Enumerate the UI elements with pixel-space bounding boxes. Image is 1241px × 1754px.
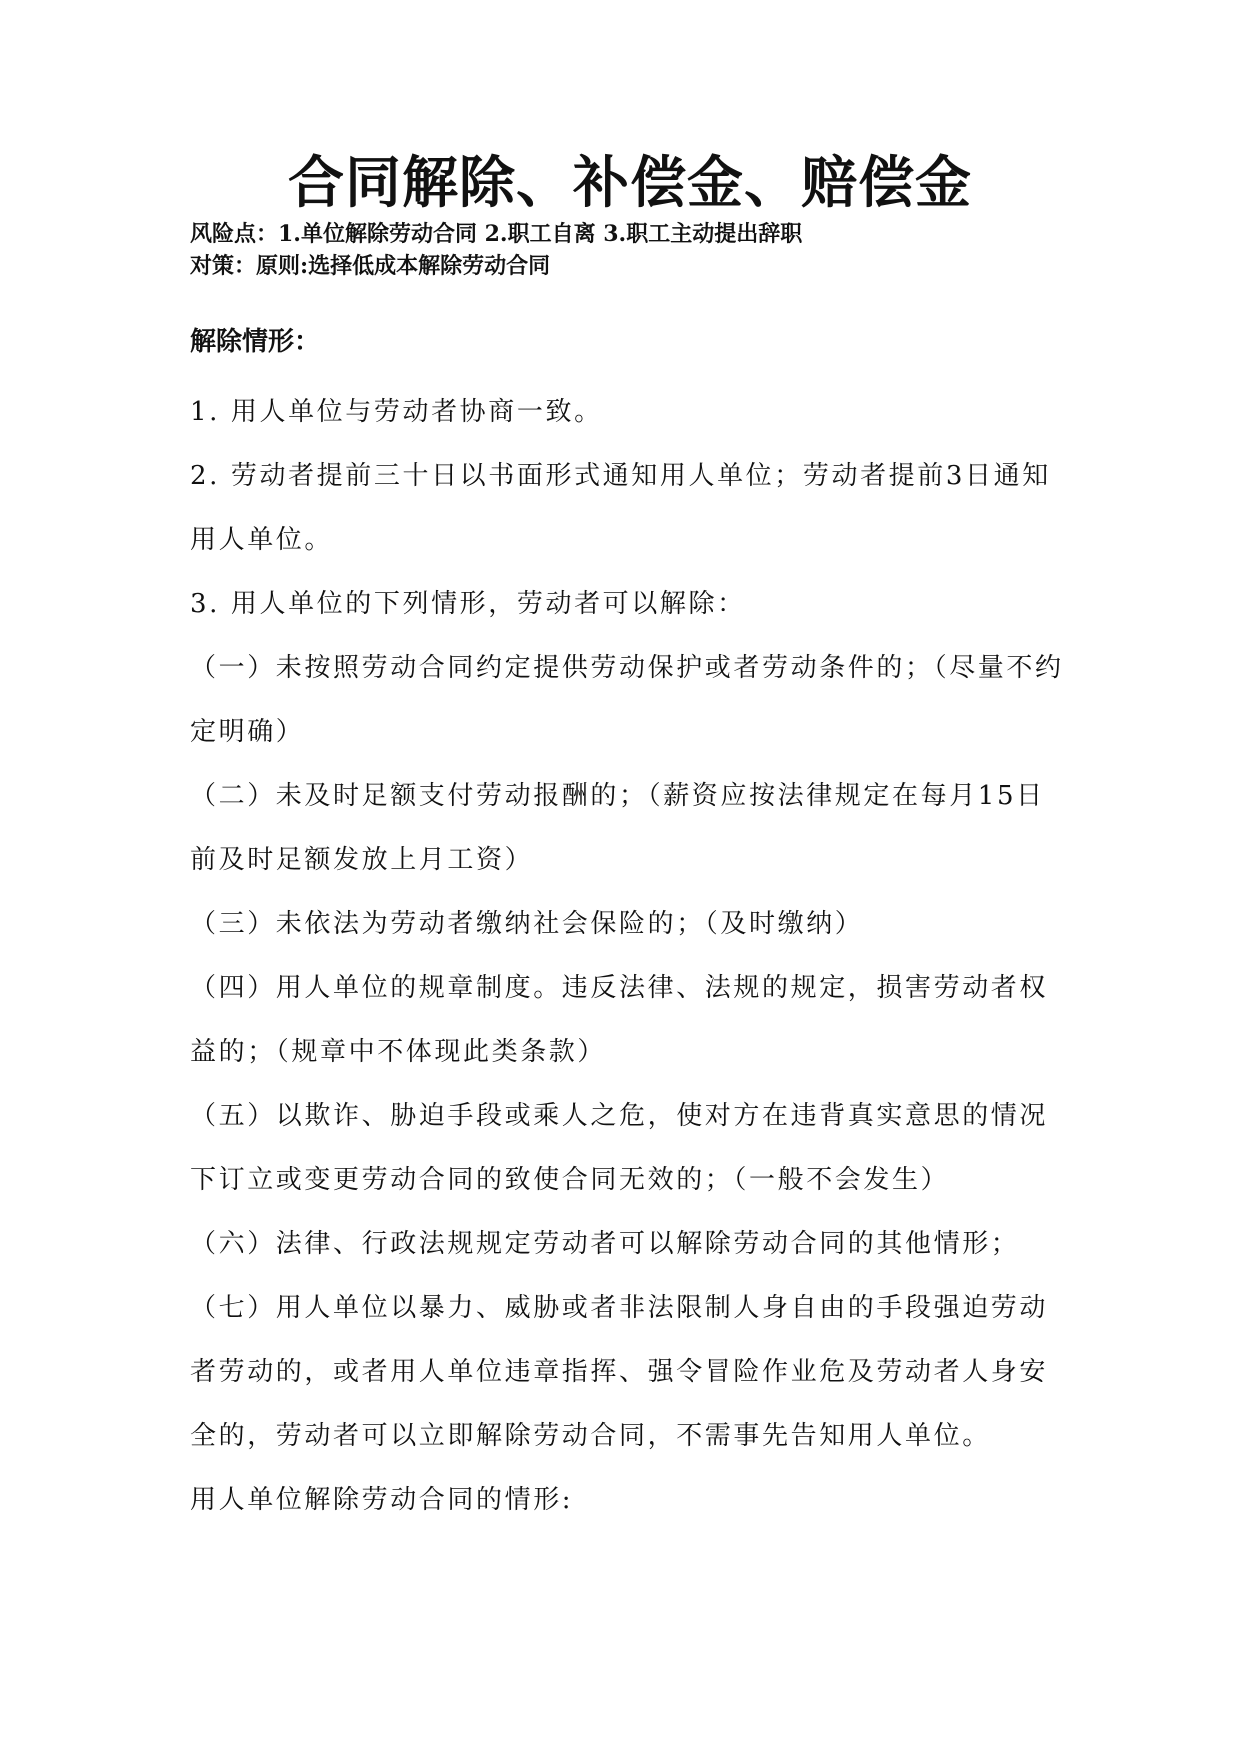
risk-points-line: 风险点：1.单位解除劳动合同 2.职工自离 3.职工主动提出辞职 <box>190 221 803 247</box>
clause-5: （五）以欺诈、胁迫手段或乘人之危，使对方在违背真实意思的情况下订立或变更劳动合同的致使合同无效的；（一般不会发生） <box>190 1101 1049 1195</box>
document-page <box>190 150 1070 1532</box>
employer-termination-heading: 用人单位解除劳动合同的情形: <box>190 1485 574 1515</box>
clause-2: （二）未及时足额支付劳动报酬的；（薪资应按法律规定在每月15日前及时足额发放上月工资） <box>190 781 1045 875</box>
strategy-line: 对策：原则:选择低成本解除劳动合同 <box>190 253 551 279</box>
body-text <box>190 380 1070 1532</box>
clause-4: （四）用人单位的规章制度。违反法律、法规的规定，损害劳动者权益的；（规章中不体现此类条款） <box>190 973 1049 1067</box>
paragraph-1: 1. 用人单位与劳动者协商一致。 <box>190 397 603 427</box>
clause-6: （六）法律、行政法规规定劳动者可以解除劳动合同的其他情形； <box>190 1229 1020 1259</box>
clause-7: （七）用人单位以暴力、威胁或者非法限制人身自由的手段强迫劳动者劳动的，或者用人单位违章指挥、强令冒险作业危及劳动者人身安全的，劳动者可以立即解除劳动合同，不需事先告知用人单位。 <box>190 1293 1049 1451</box>
clause-3: （三）未依法为劳动者缴纳社会保险的；（及时缴纳） <box>190 909 864 939</box>
document-title: 合同解除、补偿金、赔偿金 <box>288 151 972 216</box>
section-heading-termination: 解除情形： <box>190 327 321 357</box>
paragraph-2: 2. 劳动者提前三十日以书面形式通知用人单位；劳动者提前3日通知用人单位。 <box>190 461 1051 555</box>
clause-1: （一）未按照劳动合同约定提供劳动保护或者劳动条件的；（尽量不约定明确） <box>190 653 1064 747</box>
paragraph-3: 3. 用人单位的下列情形，劳动者可以解除： <box>190 589 746 619</box>
